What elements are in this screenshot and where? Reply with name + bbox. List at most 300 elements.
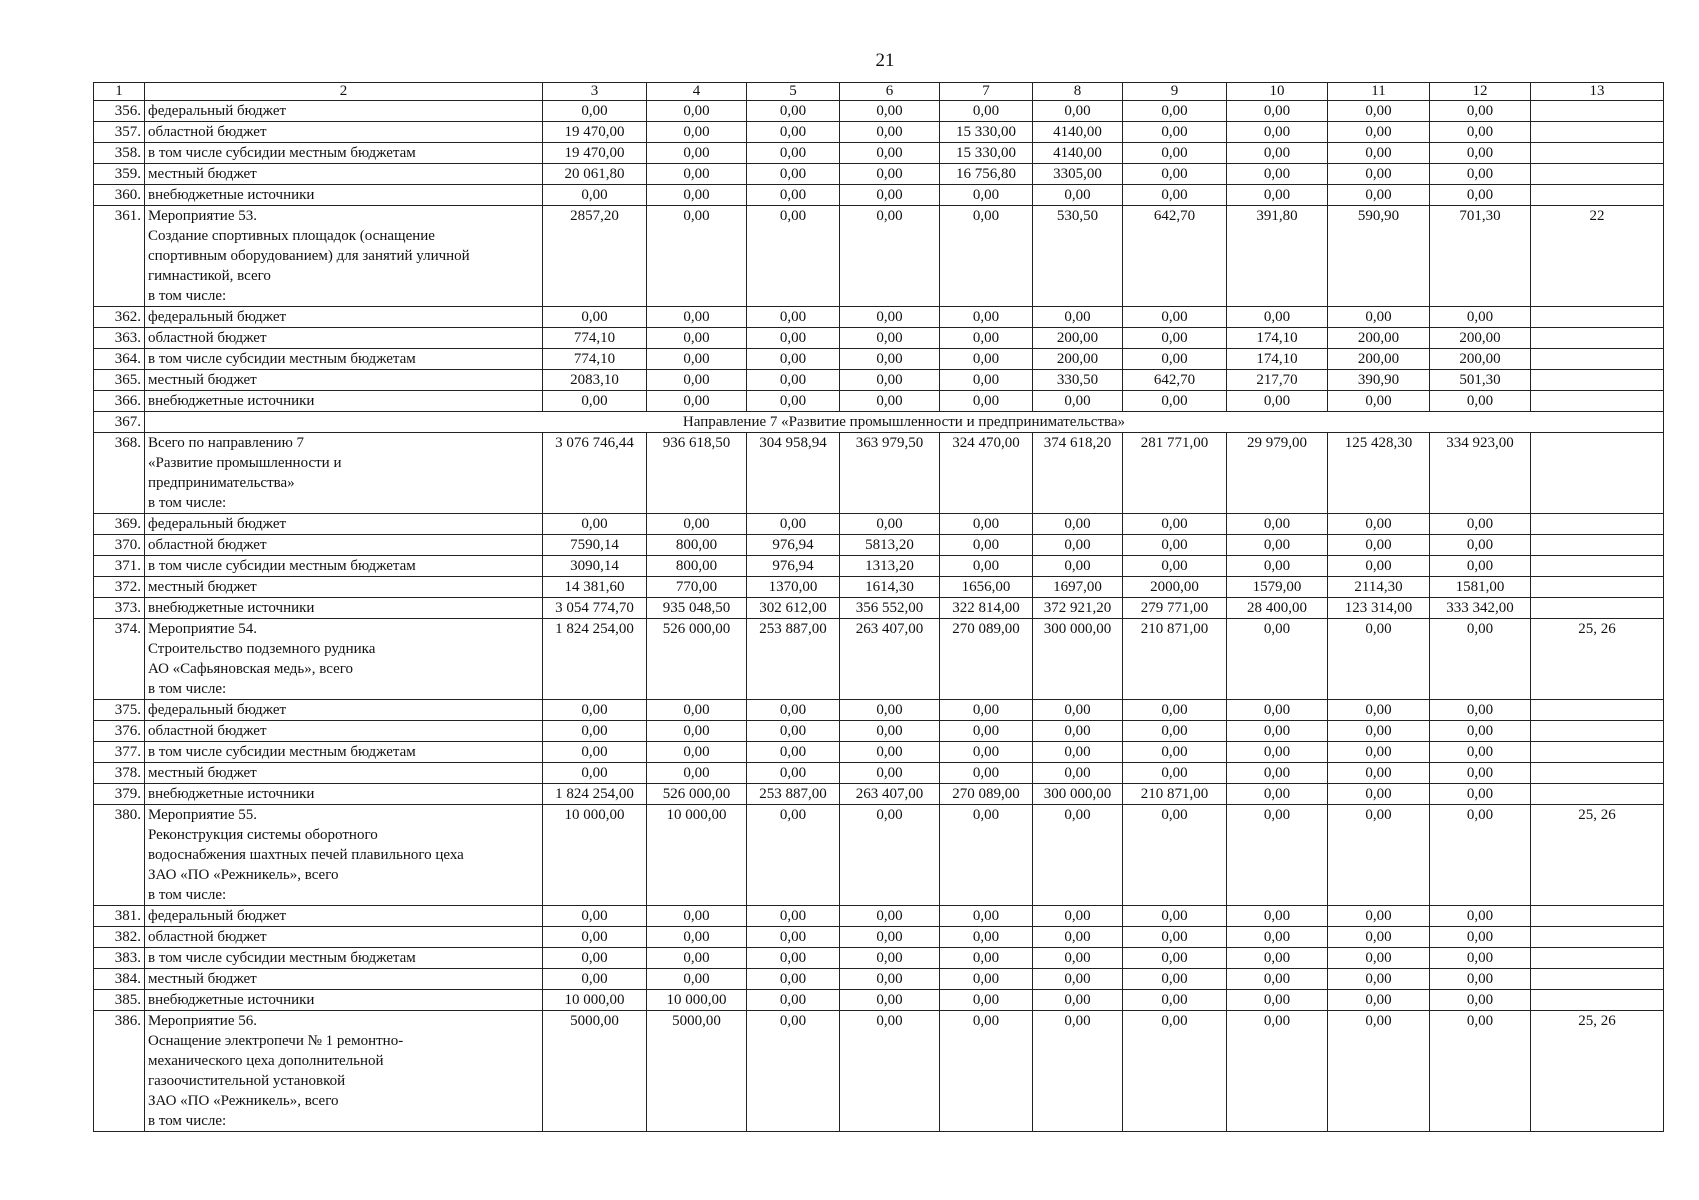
column-header: 8 [1033, 83, 1123, 101]
value-cell: 501,30 [1430, 370, 1531, 391]
row-name-line: федеральный бюджет [148, 702, 287, 718]
value-cell: 1697,00 [1033, 577, 1123, 598]
value-cell: 0,00 [1328, 391, 1430, 412]
indicator-ref-cell [1531, 948, 1664, 969]
value-cell: 0,00 [543, 948, 647, 969]
value-cell: 0,00 [1123, 349, 1227, 370]
row-name-line: в том числе: [148, 495, 227, 511]
value-cell: 0,00 [1033, 721, 1123, 742]
value-cell: 270 089,00 [940, 784, 1033, 805]
value-cell: 976,94 [747, 535, 840, 556]
value-cell: 390,90 [1328, 370, 1430, 391]
indicator-ref-cell [1531, 906, 1664, 927]
row-number: 374. [94, 619, 145, 700]
value-cell: 0,00 [747, 328, 840, 349]
value-cell: 0,00 [647, 143, 747, 164]
value-cell: 0,00 [1430, 927, 1531, 948]
value-cell: 0,00 [1227, 969, 1328, 990]
value-cell: 0,00 [1227, 307, 1328, 328]
row-number: 384. [94, 969, 145, 990]
row-number: 360. [94, 185, 145, 206]
value-cell: 0,00 [543, 185, 647, 206]
value-cell: 0,00 [840, 164, 940, 185]
value-cell: 0,00 [1123, 805, 1227, 906]
value-cell: 0,00 [940, 990, 1033, 1011]
row-name-line: Мероприятие 54. [148, 621, 257, 637]
value-cell: 0,00 [840, 349, 940, 370]
value-cell: 281 771,00 [1123, 433, 1227, 514]
table-row [94, 805, 1664, 906]
value-cell: 3 076 746,44 [543, 433, 647, 514]
row-name [145, 598, 543, 619]
value-cell: 800,00 [647, 556, 747, 577]
value-cell: 0,00 [1033, 763, 1123, 784]
row-name-line: «Развитие промышленности и [148, 455, 342, 471]
row-name [145, 990, 543, 1011]
value-cell: 0,00 [1227, 721, 1328, 742]
value-cell: 0,00 [1227, 784, 1328, 805]
row-name [145, 805, 543, 906]
value-cell: 1614,30 [840, 577, 940, 598]
value-cell: 0,00 [1328, 948, 1430, 969]
value-cell: 0,00 [1227, 391, 1328, 412]
value-cell: 0,00 [1430, 164, 1531, 185]
row-number: 363. [94, 328, 145, 349]
value-cell: 0,00 [1430, 990, 1531, 1011]
table-row [94, 307, 1664, 328]
value-cell: 530,50 [1033, 206, 1123, 307]
value-cell: 0,00 [840, 1011, 940, 1132]
row-name [145, 328, 543, 349]
value-cell: 0,00 [647, 700, 747, 721]
value-cell: 0,00 [1328, 990, 1430, 1011]
value-cell: 0,00 [840, 391, 940, 412]
value-cell: 0,00 [940, 742, 1033, 763]
row-name-line: областной бюджет [148, 723, 267, 739]
row-name [145, 700, 543, 721]
row-name [145, 391, 543, 412]
row-name [145, 185, 543, 206]
indicator-ref-cell [1531, 990, 1664, 1011]
value-cell: 0,00 [1328, 969, 1430, 990]
row-name-line: гимнастикой, всего [148, 268, 271, 284]
row-name-line: Мероприятие 56. [148, 1013, 257, 1029]
value-cell: 3 054 774,70 [543, 598, 647, 619]
row-name-line: Реконструкция системы оборотного [148, 827, 378, 843]
value-cell: 304 958,94 [747, 433, 840, 514]
value-cell: 0,00 [747, 122, 840, 143]
value-cell: 0,00 [1430, 763, 1531, 784]
indicator-ref-cell: 25, 26 [1531, 805, 1664, 906]
value-cell: 10 000,00 [543, 805, 647, 906]
row-name-line: Мероприятие 55. [148, 807, 257, 823]
value-cell: 0,00 [1033, 101, 1123, 122]
table-row [94, 122, 1664, 143]
table-row [94, 514, 1664, 535]
value-cell: 0,00 [1430, 391, 1531, 412]
value-cell: 0,00 [747, 969, 840, 990]
value-cell: 0,00 [543, 721, 647, 742]
value-cell: 0,00 [940, 206, 1033, 307]
row-name-line: предпринимательства» [148, 475, 295, 491]
value-cell: 0,00 [1123, 185, 1227, 206]
table-row [94, 990, 1664, 1011]
value-cell: 0,00 [1328, 784, 1430, 805]
value-cell: 0,00 [747, 349, 840, 370]
value-cell: 10 000,00 [647, 805, 747, 906]
table-row [94, 328, 1664, 349]
value-cell: 0,00 [1328, 742, 1430, 763]
value-cell: 1313,20 [840, 556, 940, 577]
row-name [145, 721, 543, 742]
value-cell: 0,00 [1123, 164, 1227, 185]
column-header: 7 [940, 83, 1033, 101]
value-cell: 0,00 [1123, 990, 1227, 1011]
value-cell: 0,00 [543, 514, 647, 535]
value-cell: 0,00 [647, 763, 747, 784]
row-name-line: внебюджетные источники [148, 992, 315, 1008]
row-name [145, 101, 543, 122]
value-cell: 28 400,00 [1227, 598, 1328, 619]
indicator-ref-cell [1531, 577, 1664, 598]
value-cell: 0,00 [1227, 948, 1328, 969]
row-name-line: Создание спортивных площадок (оснащение [148, 228, 435, 244]
value-cell: 330,50 [1033, 370, 1123, 391]
value-cell: 253 887,00 [747, 619, 840, 700]
row-name [145, 763, 543, 784]
value-cell: 0,00 [1123, 143, 1227, 164]
row-name-line: в том числе субсидии местным бюджетам [148, 351, 416, 367]
row-number: 365. [94, 370, 145, 391]
value-cell: 0,00 [1430, 556, 1531, 577]
table-row [94, 721, 1664, 742]
row-name-line: внебюджетные источники [148, 786, 315, 802]
value-cell: 200,00 [1033, 328, 1123, 349]
value-cell: 10 000,00 [543, 990, 647, 1011]
value-cell: 217,70 [1227, 370, 1328, 391]
budget-table [93, 82, 1664, 1132]
value-cell: 0,00 [940, 514, 1033, 535]
value-cell: 774,10 [543, 349, 647, 370]
value-cell: 0,00 [940, 349, 1033, 370]
value-cell: 3305,00 [1033, 164, 1123, 185]
value-cell: 0,00 [543, 906, 647, 927]
value-cell: 125 428,30 [1328, 433, 1430, 514]
value-cell: 0,00 [1227, 143, 1328, 164]
row-name [145, 619, 543, 700]
table-row [94, 370, 1664, 391]
value-cell: 0,00 [940, 556, 1033, 577]
row-name [145, 433, 543, 514]
indicator-ref-cell [1531, 101, 1664, 122]
value-cell: 19 470,00 [543, 122, 647, 143]
table-row [94, 164, 1664, 185]
row-name-line: областной бюджет [148, 929, 267, 945]
value-cell: 0,00 [940, 1011, 1033, 1132]
value-cell: 0,00 [840, 514, 940, 535]
table-row [94, 185, 1664, 206]
value-cell: 372 921,20 [1033, 598, 1123, 619]
indicator-ref-cell: 25, 26 [1531, 1011, 1664, 1132]
value-cell: 0,00 [1430, 307, 1531, 328]
row-name-line: в том числе: [148, 288, 227, 304]
value-cell: 0,00 [1227, 700, 1328, 721]
value-cell: 0,00 [840, 948, 940, 969]
value-cell: 0,00 [840, 328, 940, 349]
row-name-line: местный бюджет [148, 372, 257, 388]
row-name-line: федеральный бюджет [148, 103, 287, 119]
value-cell: 0,00 [1430, 906, 1531, 927]
indicator-ref-cell [1531, 721, 1664, 742]
row-name [145, 164, 543, 185]
row-name [145, 514, 543, 535]
value-cell: 0,00 [840, 805, 940, 906]
row-number: 358. [94, 143, 145, 164]
value-cell: 200,00 [1328, 349, 1430, 370]
value-cell: 0,00 [647, 164, 747, 185]
value-cell: 2114,30 [1328, 577, 1430, 598]
row-name-line: в том числе субсидии местным бюджетам [148, 950, 416, 966]
value-cell: 0,00 [647, 927, 747, 948]
value-cell: 0,00 [840, 969, 940, 990]
row-name-line: местный бюджет [148, 765, 257, 781]
value-cell: 0,00 [1227, 164, 1328, 185]
value-cell: 1581,00 [1430, 577, 1531, 598]
value-cell: 0,00 [747, 101, 840, 122]
value-cell: 0,00 [747, 721, 840, 742]
row-name-line: ЗАО «ПО «Режникель», всего [148, 1093, 339, 1109]
value-cell: 0,00 [1123, 906, 1227, 927]
value-cell: 210 871,00 [1123, 784, 1227, 805]
value-cell: 0,00 [1123, 391, 1227, 412]
value-cell: 324 470,00 [940, 433, 1033, 514]
row-name-line: внебюджетные источники [148, 187, 315, 203]
table-row [94, 206, 1664, 307]
row-number: 367. [94, 412, 145, 433]
value-cell: 2083,10 [543, 370, 647, 391]
value-cell: 0,00 [1430, 948, 1531, 969]
row-name-line: областной бюджет [148, 537, 267, 553]
value-cell: 279 771,00 [1123, 598, 1227, 619]
row-number: 366. [94, 391, 145, 412]
value-cell: 0,00 [1033, 948, 1123, 969]
value-cell: 300 000,00 [1033, 784, 1123, 805]
value-cell: 29 979,00 [1227, 433, 1328, 514]
indicator-ref-cell [1531, 391, 1664, 412]
value-cell: 0,00 [1227, 1011, 1328, 1132]
value-cell: 0,00 [1328, 700, 1430, 721]
value-cell: 0,00 [940, 948, 1033, 969]
indicator-ref-cell: 22 [1531, 206, 1664, 307]
value-cell: 0,00 [1328, 185, 1430, 206]
indicator-ref-cell [1531, 927, 1664, 948]
value-cell: 0,00 [1123, 742, 1227, 763]
value-cell: 0,00 [1328, 143, 1430, 164]
indicator-ref-cell [1531, 598, 1664, 619]
row-number: 364. [94, 349, 145, 370]
indicator-ref-cell [1531, 370, 1664, 391]
value-cell: 0,00 [1430, 1011, 1531, 1132]
value-cell: 0,00 [543, 763, 647, 784]
table-row [94, 927, 1664, 948]
value-cell: 174,10 [1227, 349, 1328, 370]
row-number: 373. [94, 598, 145, 619]
value-cell: 590,90 [1328, 206, 1430, 307]
page-number: 21 [875, 50, 895, 71]
value-cell: 0,00 [840, 721, 940, 742]
value-cell: 0,00 [1227, 927, 1328, 948]
value-cell: 0,00 [647, 742, 747, 763]
value-cell: 0,00 [1430, 619, 1531, 700]
value-cell: 200,00 [1430, 328, 1531, 349]
row-name-line: Строительство подземного рудника [148, 641, 376, 657]
row-name-line: федеральный бюджет [148, 309, 287, 325]
value-cell: 0,00 [1328, 619, 1430, 700]
value-cell: 0,00 [747, 370, 840, 391]
value-cell: 1656,00 [940, 577, 1033, 598]
value-cell: 0,00 [543, 101, 647, 122]
value-cell: 263 407,00 [840, 619, 940, 700]
value-cell: 0,00 [747, 805, 840, 906]
column-header: 12 [1430, 83, 1531, 101]
value-cell: 0,00 [647, 101, 747, 122]
value-cell: 0,00 [543, 307, 647, 328]
value-cell: 0,00 [647, 349, 747, 370]
table-row [94, 391, 1664, 412]
indicator-ref-cell [1531, 433, 1664, 514]
value-cell: 16 756,80 [940, 164, 1033, 185]
value-cell: 1 824 254,00 [543, 784, 647, 805]
direction-title: Направление 7 «Развитие промышленности и предпринимательства» [145, 412, 1664, 433]
table-row [94, 577, 1664, 598]
value-cell: 0,00 [1033, 1011, 1123, 1132]
value-cell: 0,00 [647, 948, 747, 969]
value-cell: 0,00 [1123, 969, 1227, 990]
column-header: 13 [1531, 83, 1664, 101]
table-row [94, 101, 1664, 122]
row-name [145, 370, 543, 391]
value-cell: 302 612,00 [747, 598, 840, 619]
column-header: 4 [647, 83, 747, 101]
value-cell: 800,00 [647, 535, 747, 556]
row-name-line: внебюджетные источники [148, 393, 315, 409]
value-cell: 356 552,00 [840, 598, 940, 619]
value-cell: 0,00 [1033, 927, 1123, 948]
row-name [145, 556, 543, 577]
row-name [145, 307, 543, 328]
value-cell: 935 048,50 [647, 598, 747, 619]
value-cell: 0,00 [1123, 556, 1227, 577]
row-number: 381. [94, 906, 145, 927]
table-row [94, 948, 1664, 969]
value-cell: 0,00 [647, 514, 747, 535]
value-cell: 0,00 [747, 1011, 840, 1132]
row-name-line: ЗАО «ПО «Режникель», всего [148, 867, 339, 883]
indicator-ref-cell [1531, 556, 1664, 577]
row-name-line: местный бюджет [148, 971, 257, 987]
row-number: 380. [94, 805, 145, 906]
value-cell: 391,80 [1227, 206, 1328, 307]
column-header: 11 [1328, 83, 1430, 101]
value-cell: 0,00 [840, 763, 940, 784]
value-cell: 0,00 [1033, 514, 1123, 535]
value-cell: 0,00 [1033, 805, 1123, 906]
value-cell: 0,00 [1123, 1011, 1227, 1132]
indicator-ref-cell [1531, 328, 1664, 349]
value-cell: 0,00 [1033, 556, 1123, 577]
value-cell: 0,00 [940, 101, 1033, 122]
value-cell: 0,00 [1328, 556, 1430, 577]
value-cell: 0,00 [647, 906, 747, 927]
indicator-ref-cell [1531, 535, 1664, 556]
value-cell: 0,00 [1430, 514, 1531, 535]
value-cell: 0,00 [747, 906, 840, 927]
value-cell: 0,00 [1328, 535, 1430, 556]
value-cell: 200,00 [1328, 328, 1430, 349]
value-cell: 200,00 [1430, 349, 1531, 370]
value-cell: 270 089,00 [940, 619, 1033, 700]
value-cell: 2857,20 [543, 206, 647, 307]
indicator-ref-cell [1531, 164, 1664, 185]
value-cell: 0,00 [1328, 805, 1430, 906]
value-cell: 774,10 [543, 328, 647, 349]
value-cell: 174,10 [1227, 328, 1328, 349]
value-cell: 0,00 [543, 927, 647, 948]
table-row [94, 535, 1664, 556]
table-row [94, 349, 1664, 370]
row-name [145, 784, 543, 805]
value-cell: 0,00 [647, 370, 747, 391]
value-cell: 15 330,00 [940, 122, 1033, 143]
value-cell: 0,00 [1328, 164, 1430, 185]
value-cell: 0,00 [1123, 700, 1227, 721]
value-cell: 0,00 [840, 370, 940, 391]
row-name-line: внебюджетные источники [148, 600, 315, 616]
value-cell: 0,00 [1033, 742, 1123, 763]
value-cell: 4140,00 [1033, 143, 1123, 164]
table-row [94, 763, 1664, 784]
value-cell: 3090,14 [543, 556, 647, 577]
value-cell: 0,00 [1123, 763, 1227, 784]
row-number: 377. [94, 742, 145, 763]
value-cell: 0,00 [1227, 556, 1328, 577]
table-row [94, 619, 1664, 700]
value-cell: 5000,00 [647, 1011, 747, 1132]
value-cell: 526 000,00 [647, 619, 747, 700]
value-cell: 0,00 [1227, 990, 1328, 1011]
value-cell: 0,00 [1123, 122, 1227, 143]
row-number: 357. [94, 122, 145, 143]
row-name [145, 927, 543, 948]
value-cell: 0,00 [1430, 185, 1531, 206]
value-cell: 0,00 [543, 742, 647, 763]
value-cell: 0,00 [1328, 721, 1430, 742]
value-cell: 0,00 [940, 906, 1033, 927]
value-cell: 0,00 [840, 742, 940, 763]
column-header: 3 [543, 83, 647, 101]
value-cell: 0,00 [1227, 101, 1328, 122]
row-name-line: областной бюджет [148, 330, 267, 346]
value-cell: 0,00 [647, 185, 747, 206]
value-cell: 0,00 [647, 391, 747, 412]
row-name-line: в том числе: [148, 887, 227, 903]
value-cell: 0,00 [840, 927, 940, 948]
row-name [145, 906, 543, 927]
value-cell: 701,30 [1430, 206, 1531, 307]
column-header: 5 [747, 83, 840, 101]
row-name-line: местный бюджет [148, 579, 257, 595]
value-cell: 0,00 [647, 721, 747, 742]
